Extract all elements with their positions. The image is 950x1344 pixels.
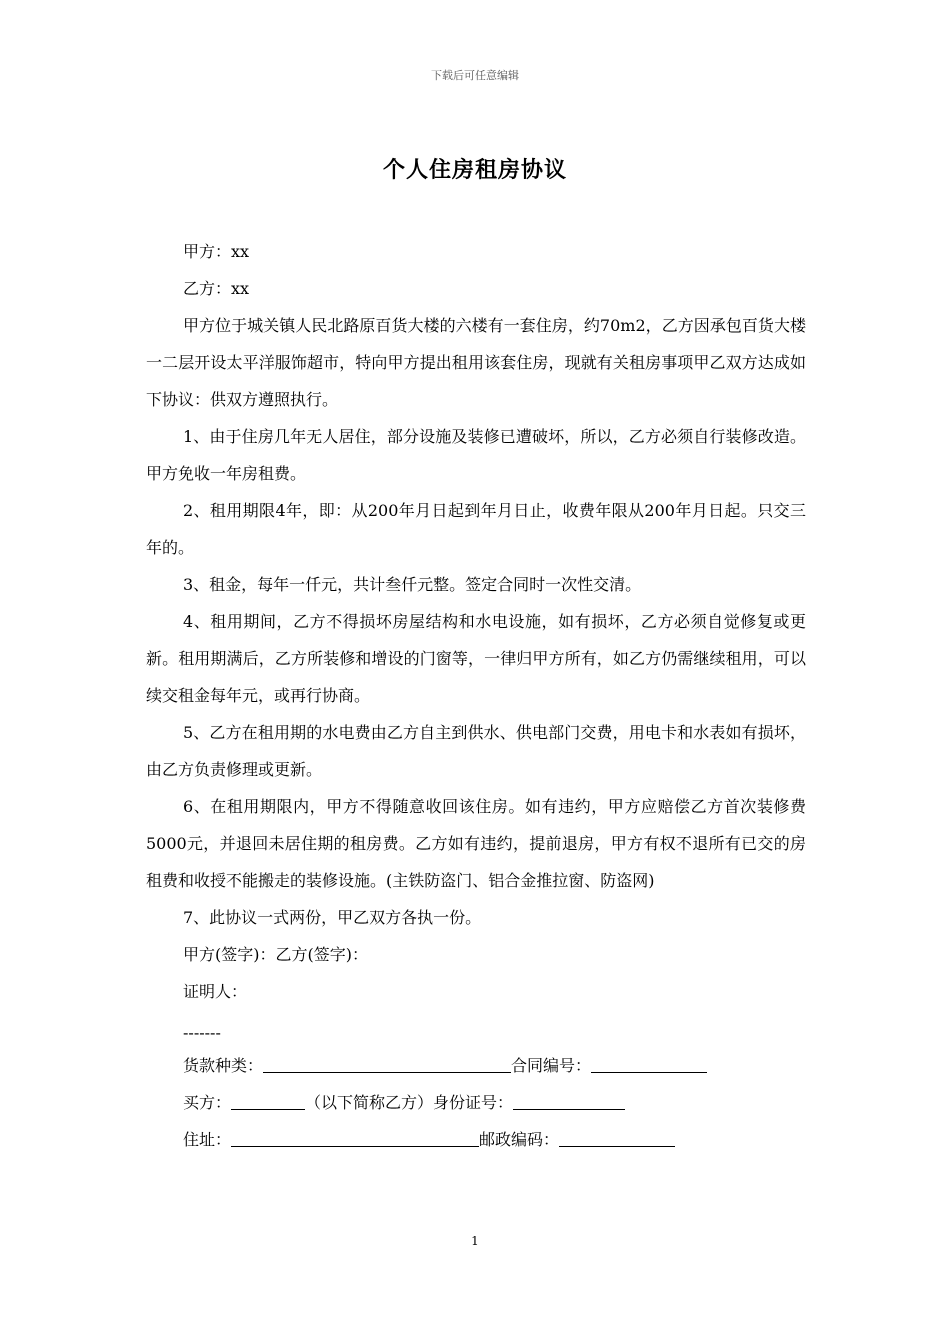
- document-title: 个人住房租房协议: [382, 158, 567, 183]
- clause-4: 4、租用期间，乙方不得损坏房屋结构和水电设施，如有损坏，乙方必须自觉修复或更新。租用期满后，乙方所装修和增设的门窗等，一律归甲方所有，如乙方仍需继续租用，可以续交租金每年元，或再行协商。: [146, 612, 806, 705]
- signature-line: 甲方(签字)：乙方(签字)：: [183, 945, 368, 964]
- buyer-label: 买方：: [183, 1093, 232, 1112]
- party-b: 乙方：xx: [183, 279, 250, 298]
- buyer-field[interactable]: [231, 1091, 305, 1110]
- address-field[interactable]: [231, 1128, 479, 1147]
- document-body: [146, 233, 806, 1158]
- id-number-field[interactable]: [513, 1091, 625, 1110]
- separator-line: [183, 1010, 806, 1047]
- witness-line: 证明人：: [183, 982, 248, 1001]
- clause-2: 2、租用期限4年，即：从200年月日起到年月日止，收费年限从200年月日起。只交三年的。: [146, 501, 806, 557]
- contract-no-label: 合同编号：: [511, 1056, 592, 1075]
- loan-type-label: 货款种类：: [183, 1056, 264, 1075]
- clause-1: 1、由于住房几年无人居住，部分设施及装修已遭破坏，所以，乙方必须自行装修改造。甲方免收一年房租费。: [146, 427, 806, 483]
- intro-paragraph: 甲方位于城关镇人民北路原百货大楼的六楼有一套住房，约70m2，乙方因承包百货大楼一二层开设太平洋服饰超市，特向甲方提出租用该套住房，现就有关租房事项甲乙双方达成如下协议：供双方遵照执行。: [146, 316, 806, 409]
- contract-no-field[interactable]: [591, 1054, 707, 1073]
- address-label: 住址：: [183, 1130, 232, 1149]
- clause-3: 3、租金，每年一仟元，共计叁仟元整。签定合同时一次性交清。: [183, 575, 642, 594]
- clause-6: 6、在租用期限内，甲方不得随意收回该住房。如有违约，甲方应赔偿乙方首次装修费5000元，并退回未居住期的租房费。乙方如有违约，提前退房，甲方有权不退所有已交的房租费和收授不能搬走的装修设施。(主铁防盗门、铝合金推拉窗、防盗网): [146, 797, 806, 890]
- postcode-label: 邮政编码：: [479, 1130, 560, 1149]
- buyer-row: [146, 1084, 806, 1121]
- separator-text: -------: [183, 1023, 221, 1042]
- postcode-field[interactable]: [559, 1128, 675, 1147]
- party-a: 甲方：xx: [183, 242, 250, 261]
- address-row: [146, 1121, 806, 1158]
- clause-7: 7、此协议一式两份，甲乙双方各执一份。: [183, 908, 482, 927]
- loan-type-field[interactable]: [263, 1054, 511, 1073]
- page-number: 1: [471, 1234, 479, 1248]
- loan-type-row: [146, 1047, 806, 1084]
- clause-5: 5、乙方在租用期的水电费由乙方自主到供水、供电部门交费，用电卡和水表如有损坏，由乙方负责修理或更新。: [146, 723, 806, 779]
- buyer-suffix-label: （以下简称乙方）身份证号：: [305, 1093, 514, 1112]
- header-note: 下载后可任意编辑: [431, 69, 519, 82]
